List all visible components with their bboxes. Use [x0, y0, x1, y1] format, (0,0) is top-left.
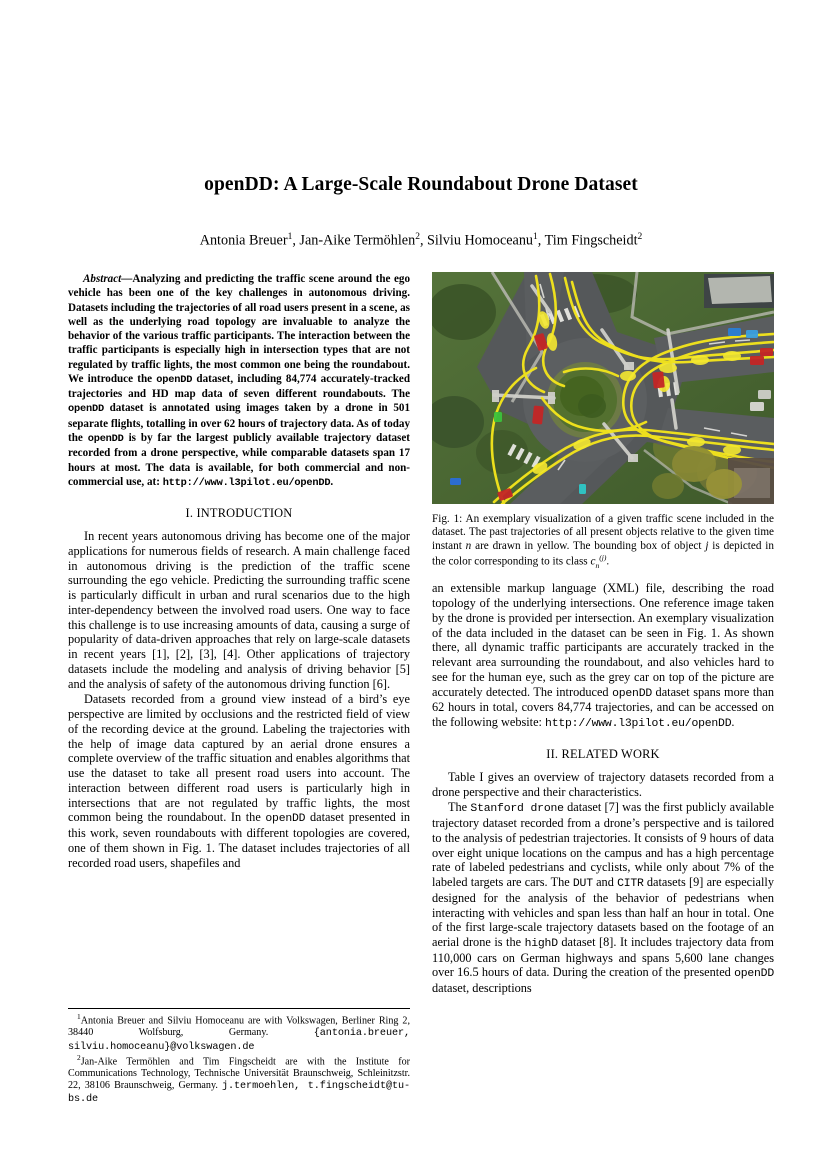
- figure-caption-var-c-superscript: (j): [599, 553, 607, 563]
- intro-paragraph-2: [68, 692, 410, 870]
- footnote-2: [68, 1054, 410, 1107]
- col2-p3-text-e: dataset [8]. It includes trajectory data from 110,000 cars on German highways and spans 5,600 lane changes over 16.5 hours of data. During the creation of the presented: [432, 935, 774, 980]
- col2-dataset-url[interactable]: http://www.l3pilot.eu/openDD: [545, 717, 732, 731]
- col2-p1-text-a: an extensible markup language (XML) file, describing the road topology of the underlying intersections. One reference image taken by the drone is provided per intersection. An exemplary visualization of the data included in the dataset can be seen in Fig. 1. As shown there, all dynamic traffic participants are accurately tracked in the relevant area surrounding the roundabout, and also vehicles hard to see for the human eye, such as the grey car on top of the picture are accurately detected. The introduced: [432, 581, 774, 699]
- abstract-dataset-url[interactable]: http://www.l3pilot.eu/openDD: [162, 476, 331, 489]
- author-4-affiliation-marker: 2: [637, 232, 643, 242]
- col2-p3-text-b: dataset [7] was the first publicly available trajectory dataset recorded from a drone’s perspective and is tailored to the analysis of pedestrian trajectories. It consists of 9 hours of data over eight unique locations on the campus and has a high percentage rate of labeled pedestrians and cyclists, while only about 7% of the labeled targets are cars. The: [432, 800, 774, 890]
- figure-caption-part-3: is depicted in the color corresponding to its class: [432, 539, 774, 569]
- figure-caption-part-2: are drawn in yellow. The bounding box of object: [471, 539, 706, 552]
- roundabout-scene-svg: [432, 272, 774, 504]
- author-sep-1: ,: [292, 232, 300, 249]
- col2-mono-highd: highD: [524, 937, 558, 951]
- col2-p1-text-b: dataset spans more than 62 hours in total, covers 84,774 trajectories, and can be accessed on the following website:: [432, 684, 774, 730]
- col2-p3-text-c: and: [592, 875, 618, 890]
- author-1: Antonia Breuer: [199, 232, 288, 249]
- author-3: Silviu Homoceanu: [427, 232, 534, 249]
- intro-paragraph-1: In recent years autonomous driving has become one of the major applications for numerous fields of research. A main challenge faced in autonomous driving is the prediction of the traffic scene surrounding the ego vehicle. Predicting the surrounding traffic scene is particularly difficult in urban and rural scenarios due to the high inter-dependency between the involved road users. One way to face this challenge is to use increasing amounts of data, causing a surge of popularity of data-driven approaches that rely on large-scale datasets in recent years [1], [2], [3], [4]. Other applications of trajectory datasets include the modeling and analysis of driving behavior [5] and the analysis of safety of the autonomous driving function [6].: [68, 529, 410, 691]
- intro-continuation-paragraph: [432, 581, 774, 730]
- footnote-1-marker: 1: [77, 1012, 81, 1021]
- intro-p2-text-a: Datasets recorded from a ground view instead of a bird’s eye perspective are limited by occlusions and the restricted field of view of the recording device at the ground. Labeling the trajectories with the help of image data captured by an aerial drone ensures a complete overview of the traffic situation and enables algorithms that use the dataset to take all present road users into account. The interaction between different road users is particularly high in intersections that are not regulated by traffic lights, the most common being the roundabout. In the: [68, 692, 410, 825]
- figure-caption-var-c-subscript: n: [595, 561, 600, 571]
- author-2-affiliation-marker: 2: [415, 232, 420, 242]
- related-work-paragraph-1: Table I gives an overview of trajectory datasets recorded from a drone perspective and their characteristics.: [432, 769, 774, 799]
- related-work-paragraph-2: [432, 800, 774, 996]
- paper-page: [68, 0, 774, 1169]
- figure-caption-var-c: c: [590, 556, 596, 569]
- author-2: Jan-Aike Termöhlen: [299, 232, 416, 249]
- page-title: openDD: A Large-Scale Roundabout Drone Dataset: [204, 174, 638, 195]
- abstract-text-3: dataset is annotated using images taken by a drone in 501 separate flights, totalling in over 62 hours of trajectory data. As of today the: [68, 402, 410, 444]
- figure-caption-var-j: j: [705, 539, 709, 552]
- figure-1: [432, 272, 774, 570]
- footnote-2-marker: 2: [77, 1052, 81, 1062]
- col2-mono-stanford-drone: Stanford drone: [470, 802, 564, 816]
- col2-p1-text-c: .: [731, 715, 735, 730]
- abstract-text-4: is by far the largest publicly available trajectory dataset recorded from a drone perspective, while comparable datasets span 17 hours at most. The data is available, for both commercial and non-commercial use, at:: [68, 431, 410, 488]
- author-list: [68, 232, 774, 250]
- abstract-mono-opendd-2: openDD: [68, 403, 104, 416]
- aerial-drone-roundabout-photo: [432, 272, 774, 504]
- author-sep-2: ,: [419, 232, 428, 249]
- footnote-block: [68, 1008, 410, 1106]
- abstract-mono-opendd-3: openDD: [87, 432, 124, 445]
- col2-p3-text-d: datasets [9] are especially designed for the analysis of the behavior of pedestrians when interacting with vehicles and span less than half an hour in total. One of the first large-scale trajectory datasets based on the footage of an aerial drone is the: [432, 875, 774, 950]
- figure-1-caption: [432, 513, 774, 570]
- abstract-text-5: .: [330, 475, 334, 488]
- figure-caption-var-n: n: [465, 539, 472, 552]
- intro-p2-text-b: dataset presented in this work, seven roundabouts with different topologies are covered, one of them shown in Fig. 1. The dataset includes trajectories of all recorded road users, shapefiles and: [68, 810, 411, 870]
- two-column-body: [68, 272, 774, 1106]
- abstract-label: Abstract—: [83, 273, 133, 285]
- right-column: [432, 272, 774, 996]
- abstract-paragraph: [68, 272, 410, 490]
- col2-p1-mono-opendd: openDD: [612, 686, 653, 700]
- section-heading-related-work: II. RELATED WORK: [546, 746, 660, 761]
- footnote-1: [68, 1013, 410, 1054]
- col2-p3-text-a: The: [448, 800, 471, 815]
- col2-mono-opendd-2: openDD: [734, 967, 774, 981]
- col2-p3-text-f: dataset, descriptions: [432, 981, 532, 996]
- footnote-1-text: Antonia Breuer and Silviu Homoceanu are with Volkswagen, Berliner Ring 2, 38440 Wolfsburg, Germany.: [68, 1015, 410, 1039]
- footnote-1-email[interactable]: {antonia.breuer, silviu.homoceanu}@volkswagen.de: [68, 1028, 410, 1053]
- abstract-text-1: Analyzing and predicting the traffic scene around the ego vehicle has been one of the key challenges in autonomous driving. Datasets including the trajectories of all road users present in a scene, as well as the underlying road topology are invaluable to analyze the behavior of the various traffic participants. The interaction between the traffic participants is especially high in intersection types that are not regulated by traffic lights, the most common one being the roundabout. We introduce the: [68, 273, 410, 385]
- col2-mono-citr: CITR: [617, 877, 644, 891]
- footnote-2-text: Jan-Aike Termöhlen and Tim Fingscheidt are with the Institute for Communications Technology, Technische Universität Braunschweig, Schleinitzstr. 22, 38106 Braunschweig, Germany.: [68, 1056, 410, 1091]
- author-sep-3: ,: [537, 232, 545, 249]
- author-1-affiliation-marker: 1: [287, 232, 293, 242]
- col2-mono-dut: DUT: [572, 877, 593, 891]
- intro-p2-mono-opendd: openDD: [265, 812, 306, 826]
- abstract-text-2: dataset, including 84,774 accurately-tracked trajectories and HD map data of seven different roundabouts. The: [68, 372, 410, 401]
- footnote-2-email[interactable]: j.termoehlen, t.fingscheidt@tu-bs.de: [68, 1081, 411, 1106]
- section-heading-introduction: I. INTRODUCTION: [185, 506, 293, 521]
- author-3-affiliation-marker: 1: [533, 232, 538, 242]
- figure-caption-part-1: Fig. 1: An exemplary visualization of a given traffic scene included in the dataset. The past trajectories of all present objects relative to the given time instant: [432, 513, 774, 552]
- author-4: Tim Fingscheidt: [544, 232, 638, 249]
- left-column: [68, 272, 411, 1106]
- figure-caption-part-4: .: [606, 556, 610, 569]
- abstract-mono-opendd-1: openDD: [156, 373, 193, 386]
